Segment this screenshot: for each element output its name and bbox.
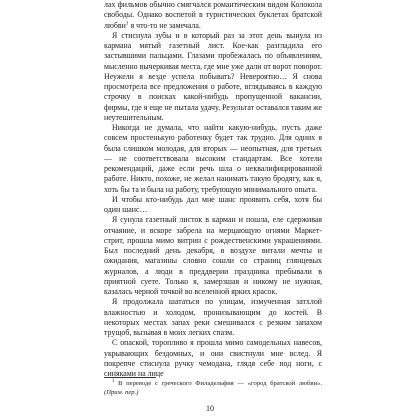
paragraph-1-tail: я что-то не замечала. xyxy=(128,20,201,30)
paragraph-4: И чтобы кто-нибудь дал мне шанс проявить себя, хотя бы один шанс… xyxy=(104,194,322,214)
paragraph-1 xyxy=(104,0,322,31)
footnote-reference: 1 xyxy=(125,19,129,26)
footnote xyxy=(104,380,322,397)
page-number: 10 xyxy=(206,404,214,413)
paragraph-1-text: лах фильмов обычно смягчался романтическим видом Колокола свободы. Однако воспетой в туристических буклетах братской любви xyxy=(104,0,322,30)
paragraph-7: С опаской, торопливо я прошла мимо самодельных навесов, укрывающих бездомных, и они свистнули мне вслед. Я покрепче стиснула ручку чемодана, глядя себе под ноги, с синяками на лице xyxy=(104,338,322,378)
footnote-translator-note: (Прим. пер.) xyxy=(104,388,139,396)
main-text xyxy=(104,0,322,379)
footnote-number: 1 xyxy=(112,378,115,384)
paragraph-3: Никогда не думала, что найти какую-нибудь, пусть даже совсем простенькую работенку будет так трудно. Для одних я была слишком молодая, для вторых — неопытная, для третьих — не соответствовала высоким стандартам. Все хотели рекомендаций, даже если речь шла о неквалифицированной работе. Никто, похоже, не желал нанимать такую бродягу, как я, хоть бы та и была на работу, требующую минимального опыта. xyxy=(104,123,322,194)
paragraph-2: Я стиснула зубы и в который раз за этот день вынула из кармана мятый газетный лист. Кое-как разгладила его застывшими пальцами. Глазами пробежалась по объявлениям, мысленно вычеркивая места, где мне уже дали от ворот поворот. Неужели я везде успела побывать? Невероятно… Я снова просмотрела все предложения о работе, вглядываясь в каждую строчку в поисках какой-нибудь пропущенной вакансии, фирмы, где я еще не пытала удачу. Результат оставался таким же неутешительным. xyxy=(104,30,322,122)
paragraph-6: Я продолжала шататься по улицам, измученная затхлой влажностью и холодом, пронизывающим до костей. В некоторых местах запах реки смешивался с резким запахом трущоб, вызывая в моих легких спазм. xyxy=(104,297,322,337)
footnote-text: В переводе с греческого Филадельфия — «город братской любви». xyxy=(114,380,322,387)
paragraph-5: Я сунула газетный листок в карман и пошла, еле сдерживая отчаяние, и вскоре забрела на мерцающую огнями Маркет-стрит, прошла мимо витрин с рождественскими украшениями. Был последний день декабря, в воздухе витали мечты и ожидания, магазины словно сошли со страниц глянцевых журналов, а люди в преддверии праздника пребывали в приятной суете. Только я, замерзшая и никому не нужная, казалась черной точкой во вселенной ярких красок. xyxy=(104,215,322,296)
